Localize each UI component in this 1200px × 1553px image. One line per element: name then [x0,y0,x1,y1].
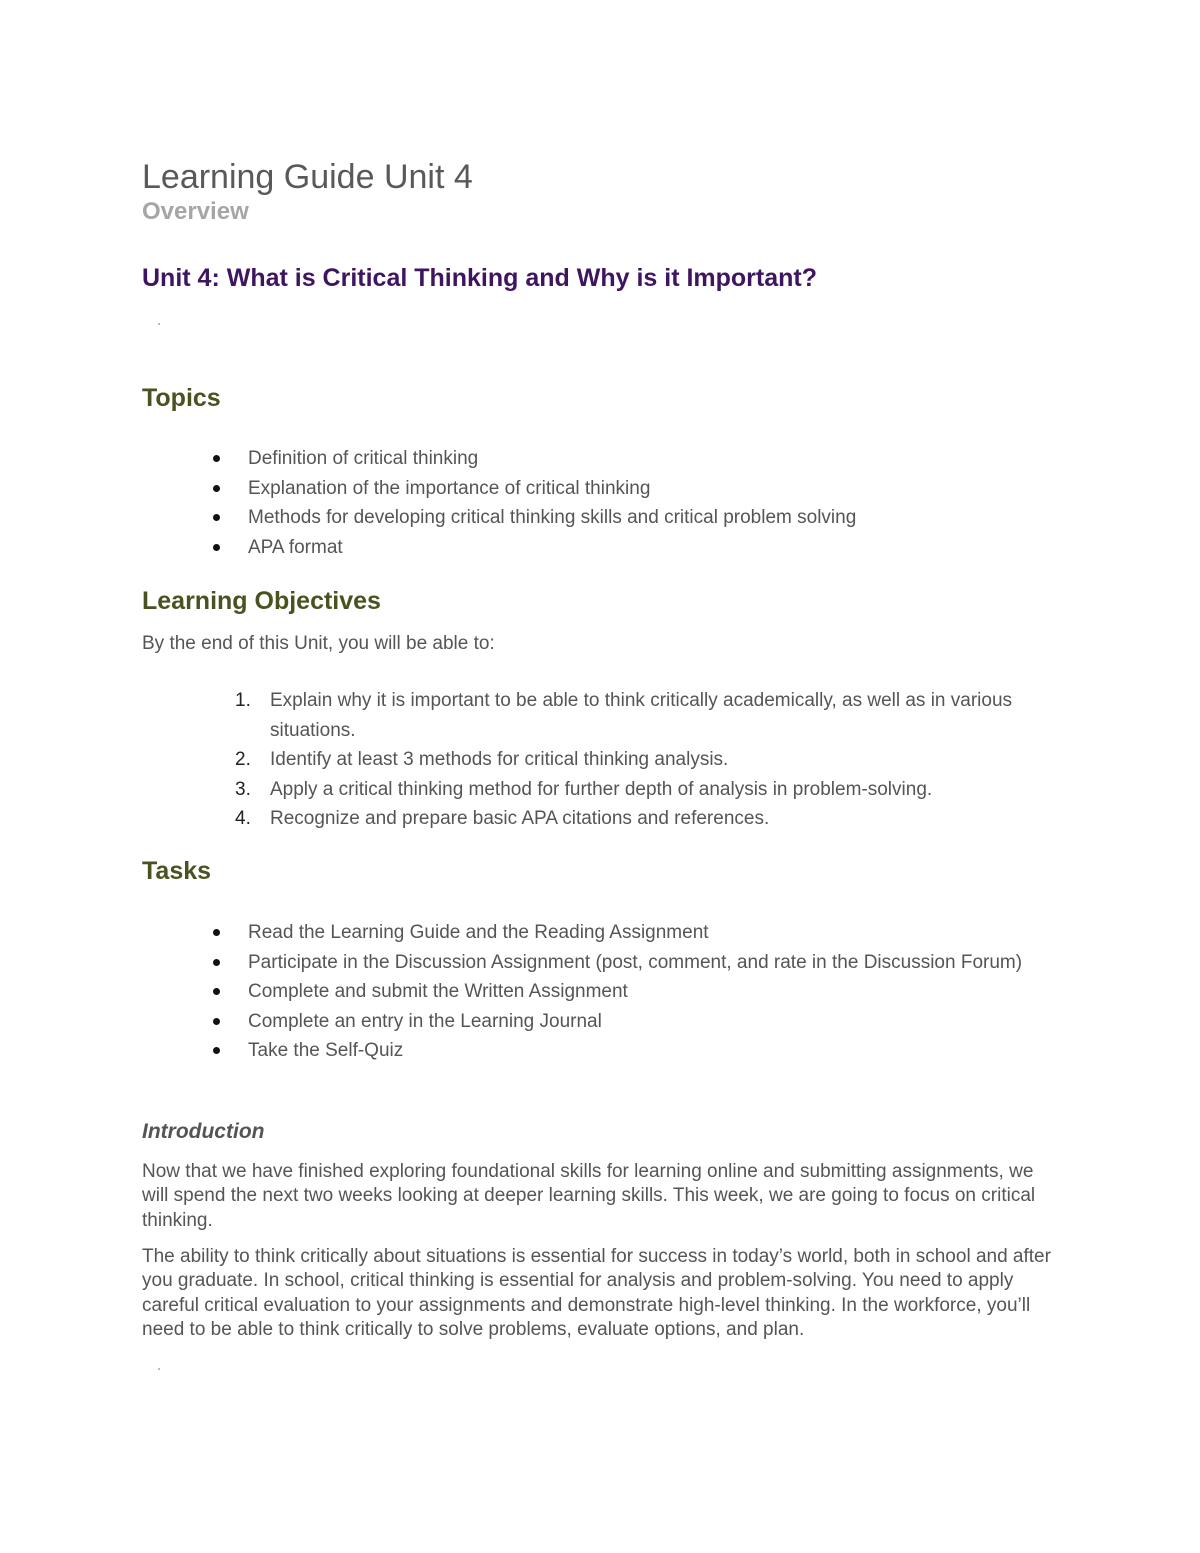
list-item: Complete and submit the Written Assignment [142,977,1032,1007]
list-item: Complete an entry in the Learning Journal [142,1007,1032,1037]
list-item: Definition of critical thinking [142,444,856,474]
document-title: Learning Guide Unit 4 [142,158,473,196]
bullet-icon [213,959,220,966]
list-item: Take the Self-Quiz [142,1036,1032,1066]
list-item: Methods for developing critical thinking skills and critical problem solving [142,503,856,533]
list-item: 2. Identify at least 3 methods for critical thinking analysis. [235,749,729,770]
bullet-icon [213,455,220,462]
bullet-icon [213,544,220,551]
list-item: Participate in the Discussion Assignment (post, comment, and rate in the Discussion Forum) [142,948,1032,978]
decorative-dot [158,1368,160,1370]
list-item: Explanation of the importance of critical thinking [142,474,856,504]
bullet-icon [213,929,220,936]
tasks-list [142,918,1032,1066]
topics-heading: Topics [142,384,221,412]
list-item: Read the Learning Guide and the Reading Assignment [142,918,1032,948]
objectives-list [142,686,1022,834]
introduction-paragraph: The ability to think critically about situations is essential for success in today’s world, both in school and after you graduate. In school, critical thinking is essential for analysis and problem-solving. You need to apply careful critical evaluation to your assignments and demonstrate high-level thinking. In the workforce, you’ll need to be able to think critically to solve problems, evaluate options, and plan. [142,1246,1051,1340]
list-item: APA format [142,533,856,563]
document-subtitle: Overview [142,198,249,225]
objectives-intro: By the end of this Unit, you will be able to: [142,633,495,654]
decorative-dot [158,323,160,325]
introduction-paragraph: Now that we have finished exploring foundational skills for learning online and submitting assignments, we will spend the next two weeks looking at deeper learning skills. This week, we are going to focus on critical thinking. [142,1161,1036,1231]
topics-list [142,444,856,562]
list-item: 3. Apply a critical thinking method for further depth of analysis in problem-solving. [235,778,933,800]
bullet-icon [213,514,220,521]
bullet-icon [213,1018,220,1025]
list-item: 4. Recognize and prepare basic APA citations and references. [235,808,770,829]
tasks-heading: Tasks [142,857,212,885]
bullet-icon [213,485,220,492]
bullet-icon [213,988,220,995]
introduction-heading: Introduction [142,1120,265,1143]
bullet-icon [213,1047,220,1054]
unit-heading: Unit 4: What is Critical Thinking and Why is it Important? [142,264,818,292]
objectives-heading: Learning Objectives [142,587,381,615]
list-item: 1. Explain why it is important to be able to think critically academically, as well as in various situations. [235,690,1013,741]
